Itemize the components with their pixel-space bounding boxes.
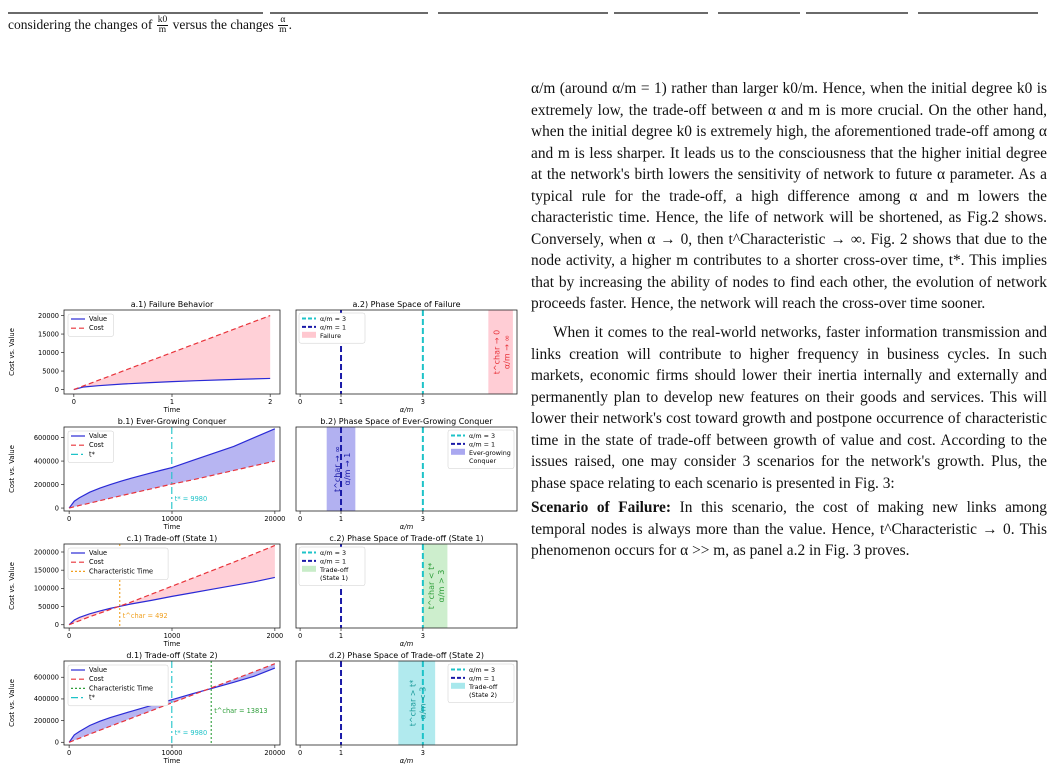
legend-label: (State 2) [469, 690, 497, 699]
x-tick-label: 10000 [161, 515, 183, 523]
x-axis-label: α/m [399, 640, 414, 648]
y-tick-label: 200000 [33, 716, 59, 725]
legend-label: Characteristic Time [89, 567, 154, 576]
marker-label: t* = 9980 [174, 495, 208, 503]
panel-c2 [296, 534, 517, 648]
legend-label: α/m = 1 [320, 323, 347, 332]
x-tick-label: 0 [297, 749, 303, 757]
legend-label: Characteristic Time [89, 684, 154, 693]
y-tick-label: 200000 [33, 480, 59, 489]
legend-label: Ever-growing [469, 448, 511, 457]
y-tick-label: 10000 [38, 348, 59, 357]
y-tick-label: 600000 [33, 673, 59, 682]
legend-label: α/m = 3 [320, 549, 347, 557]
annotation-line-1: t^char > t* [408, 679, 418, 727]
y-tick-label: 0 [54, 738, 59, 747]
marker-label: t* = 9980 [174, 729, 208, 737]
panel-b1 [8, 417, 285, 531]
scenario-heading: Scenario of Failure: [531, 499, 671, 517]
x-tick-label: 2000 [266, 632, 284, 640]
y-tick-label: 400000 [33, 457, 59, 466]
annotation-line-2: α/m → 1 [343, 452, 353, 486]
x-tick-label: 10000 [161, 749, 183, 757]
legend-label: Failure [320, 331, 342, 340]
legend-label: Trade-off [469, 682, 498, 691]
x-tick-label: 0 [67, 632, 72, 640]
y-axis-label: Cost vs. Value [8, 679, 16, 727]
y-axis-label: Cost vs. Value [8, 562, 16, 610]
x-axis-label: α/m [399, 523, 414, 531]
x-tick-label: 1 [338, 515, 344, 523]
caption-text: considering the changes of [8, 17, 156, 32]
x-tick-label: 2 [268, 398, 273, 406]
figure-caption-tail [8, 16, 292, 35]
x-tick-label: 0 [67, 749, 72, 757]
legend-label: Value [89, 549, 108, 557]
phase-region-annotation [409, 680, 428, 726]
y-tick-label: 0 [54, 621, 59, 630]
x-axis-label: Time [163, 640, 181, 648]
x-tick-label: 20000 [264, 515, 286, 523]
x-tick-label: 20000 [264, 749, 286, 757]
panel-a1 [8, 300, 280, 414]
x-tick-label: 3 [420, 515, 425, 523]
y-tick-label: 15000 [38, 330, 59, 339]
legend-label: Value [89, 666, 108, 674]
panel-title: a.1) Failure Behavior [130, 300, 214, 309]
caption-fraction-alpha-over-m [278, 16, 287, 35]
phase-region-annotation [493, 330, 512, 374]
legend-label: t* [89, 450, 95, 459]
panel-b2 [296, 417, 517, 531]
legend-label: (State 1) [320, 573, 348, 582]
y-tick-label: 50000 [38, 602, 59, 611]
body-text-column [531, 78, 1047, 562]
legend-label: Cost [89, 675, 104, 684]
legend-label: Conquer [469, 456, 497, 465]
legend-swatch [302, 332, 316, 338]
x-tick-label: 0 [67, 515, 72, 523]
legend-label: α/m = 3 [469, 666, 496, 674]
panel-title: c.2) Phase Space of Trade-off (State 1) [329, 534, 484, 543]
annotation-line-2: α/m < 3 [418, 686, 428, 720]
legend-label: t* [89, 693, 95, 702]
y-tick-label: 400000 [33, 695, 59, 704]
legend-swatch [451, 449, 465, 455]
legend-label: Value [89, 315, 108, 323]
x-tick-label: 1 [338, 398, 344, 406]
annotation-line-2: α/m → ∞ [502, 334, 512, 370]
y-axis-label: Cost vs. Value [8, 328, 16, 376]
panel-d2 [296, 651, 517, 765]
legend-label: Cost [89, 324, 104, 333]
marker-label: t^char = 13813 [214, 707, 268, 715]
x-tick-label: 0 [71, 398, 76, 406]
x-axis-label: α/m [399, 757, 414, 765]
x-tick-label: 1 [338, 749, 344, 757]
x-tick-label: 0 [297, 515, 303, 523]
paragraph-1: α/m (around α/m = 1) rather than larger k0/m. Hence, when the initial degree k0 is extremely low, the trade-off between α and m is more crucial. On the other hand, when the initial degree k0 is extremely high, the aforementioned trade-off among α and m is less sharper. It leads us to the consciousness that the higher initial degree at the network's birth lowers the sensitivity of network to future α parameter. As a typical rule for the trade-off, a high difference among α and m lowers the characteristic time. Hence, the life of network will be shortened, as Fig.2 shows. Conversely, when α → 0, then t^Characteristic → ∞. Fig. 2 shows that due to the node activity, a higher m contributes to a shorter cross-over time, t*. This implies that by increasing the ability of nodes to find each other, the evolution of network proceeds faster. Hence, the network will reach the cross-over time sooner. [531, 80, 1047, 313]
legend-label: Trade-off [320, 565, 349, 574]
legend-label: Value [89, 432, 108, 440]
x-tick-label: 1000 [163, 632, 181, 640]
annotation-line-2: α/m > 3 [437, 569, 447, 603]
legend-label: α/m = 1 [320, 557, 347, 566]
legend-label: α/m = 3 [469, 432, 496, 440]
phase-region-annotation [427, 563, 446, 609]
fraction-numerator: k0 [157, 15, 168, 26]
panel-title: c.1) Trade-off (State 1) [126, 534, 218, 543]
x-tick-label: 3 [420, 749, 425, 757]
y-tick-label: 200000 [33, 548, 59, 557]
legend-label: α/m = 1 [469, 674, 496, 683]
legend-swatch [302, 566, 316, 572]
caption-text: versus the changes [169, 17, 278, 32]
caption-fraction-k0-over-m [157, 16, 169, 35]
paragraph-3 [531, 497, 1047, 562]
panel-title: d.2) Phase Space of Trade-off (State 2) [329, 651, 484, 660]
x-tick-label: 3 [420, 632, 425, 640]
clipped-caption-line [8, 0, 1048, 16]
x-tick-label: 0 [297, 398, 303, 406]
annotation-line-1: t^char → 0 [492, 329, 502, 375]
phase-region-annotation [333, 446, 352, 492]
panel-title: a.2) Phase Space of Failure [352, 300, 461, 309]
legend-label: Cost [89, 441, 104, 450]
y-tick-label: 0 [54, 504, 59, 513]
x-axis-label: Time [163, 757, 181, 765]
panel-c1 [8, 534, 283, 648]
paragraph-2: When it comes to the real-world networks, faster information transmission and links creation will contribute to higher frequency in business cycles. In such markets, economic firms should lower their inertia internally and externally and permanently plan to develop new features on their goods and services. This will lower their network's cost toward growth and postpone occurrence of characteristic time in the state of trade-off between growth of value and cost. According to the issues raised, one may consider 3 scenarios for the network's growth. Plus, the phase space relating to each scenario is presented in Fig. 3: [531, 324, 1047, 492]
scenario-text: In this scenario, the cost of making new links among temporal nodes is always more than the value. Hence, t^Characteristic → 0. This phenomenon occurs for α >> m, as panel a.2 in Fig. 3 proves. [531, 499, 1047, 560]
fraction-numerator: α [278, 16, 287, 26]
y-tick-label: 20000 [38, 311, 59, 320]
y-tick-label: 600000 [33, 433, 59, 442]
x-axis-label: Time [163, 523, 181, 531]
legend-swatch [451, 683, 465, 689]
y-axis-label: Cost vs. Value [8, 445, 16, 493]
panel-title: b.1) Ever-Growing Conquer [117, 417, 227, 426]
marker-label: t^char = 492 [122, 612, 168, 620]
series-line-value [69, 577, 275, 624]
fraction-denominator: m [158, 25, 167, 36]
x-axis-label: α/m [399, 406, 414, 414]
panel-title: d.1) Trade-off (State 2) [126, 651, 218, 660]
panel-a2 [296, 300, 517, 414]
x-tick-label: 0 [297, 632, 303, 640]
y-tick-label: 5000 [42, 367, 59, 376]
panel-title: b.2) Phase Space of Ever-Growing Conquer [320, 417, 493, 426]
caption-text: . [288, 17, 292, 32]
y-tick-label: 0 [54, 385, 59, 394]
y-tick-label: 150000 [33, 566, 59, 575]
legend-label: α/m = 1 [469, 440, 496, 449]
fraction-denominator: m [279, 25, 287, 36]
x-tick-label: 1 [338, 632, 344, 640]
figure-3-panels [0, 290, 522, 765]
annotation-line-1: t^char → ∞ [333, 446, 343, 492]
y-tick-label: 100000 [33, 584, 59, 593]
x-axis-label: Time [163, 406, 181, 414]
x-tick-label: 1 [169, 398, 175, 406]
legend-label: α/m = 3 [320, 315, 347, 323]
x-tick-label: 3 [420, 398, 425, 406]
panel-d1 [8, 651, 285, 765]
annotation-line-1: t^char < t* [427, 562, 437, 610]
legend-label: Cost [89, 558, 104, 567]
